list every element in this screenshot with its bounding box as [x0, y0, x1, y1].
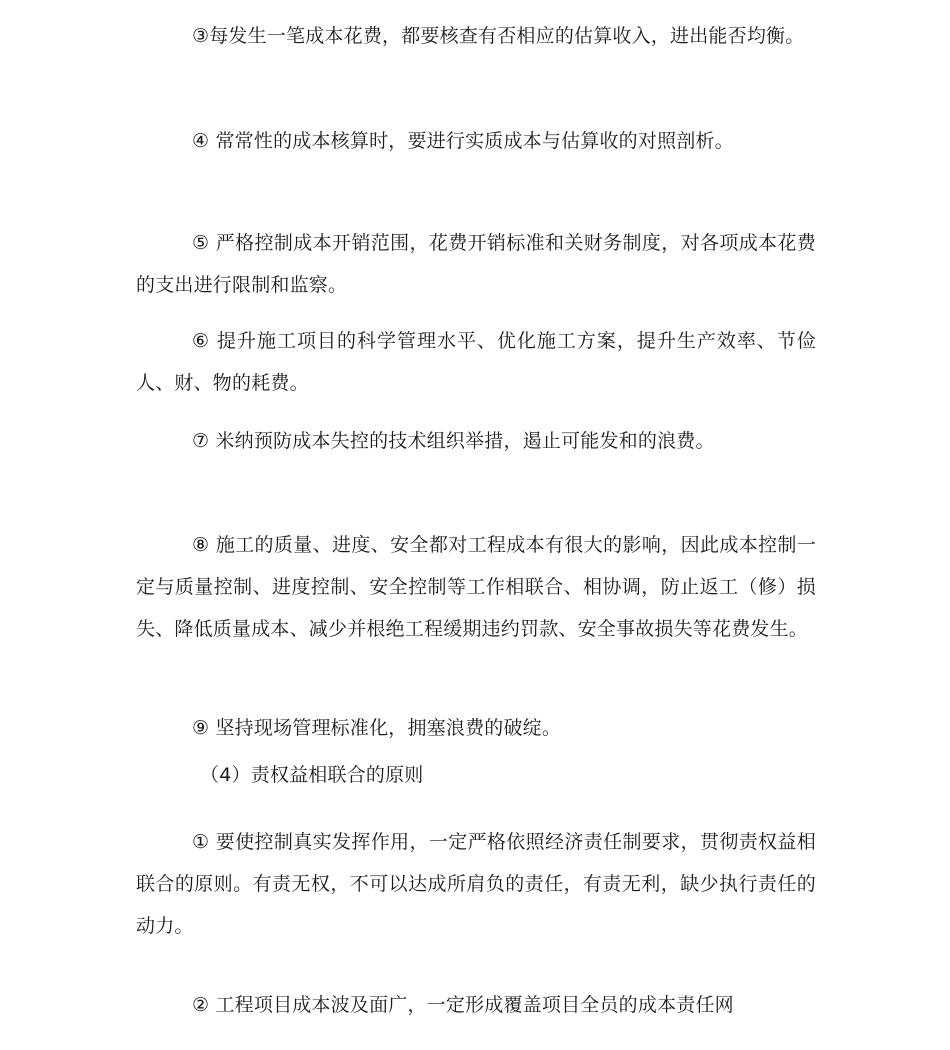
- paragraph-item-6: ⑥ 提升施工项目的科学管理水平、优化施工方案，提升生产效率、节俭人、财、物的耗费。: [136, 330, 816, 394]
- paragraph-item-7: ⑦ 米纳预防成本失控的技术组织举措，遏止可能发和的浪费。: [192, 430, 715, 452]
- paragraph-item-3: ③每发生一笔成本花费，都要核查有否相应的估算收入，进出能否均衡。: [192, 25, 805, 47]
- section-heading: （4）责权益相联合的原则: [200, 764, 424, 786]
- paragraph-item-4: ④ 常常性的成本核算时，要进行实质成本与估算收的对照剖析。: [192, 130, 734, 152]
- paragraph-item-5: ⑤ 严格控制成本开销范围，花费开销标准和关财务制度，对各项成本花费的支出进行限制和监察。: [136, 232, 816, 296]
- paragraph-item-9: ⑨ 坚持现场管理标准化，拥塞浪费的破绽。: [192, 717, 562, 739]
- paragraph-item-8: ⑧ 施工的质量、进度、安全都对工程成本有很大的影响，因此成本控制一定与质量控制、进度控制、安全控制等工作相联合、相协调，防止返工（修）损失、降低质量成本、减少并根绝工程缓期违约罚款、安全事故损失等花费发生。: [136, 534, 816, 640]
- section-paragraph-1: ① 要使控制真实发挥作用，一定严格依照经济责任制要求，贯彻责权益相联合的原则。有责无权，不可以达成所肩负的责任，有责无利，缺少执行责任的动力。: [136, 831, 816, 937]
- section-paragraph-2: ② 工程项目成本波及面广，一定形成覆盖项目全员的成本责任网: [192, 994, 734, 1016]
